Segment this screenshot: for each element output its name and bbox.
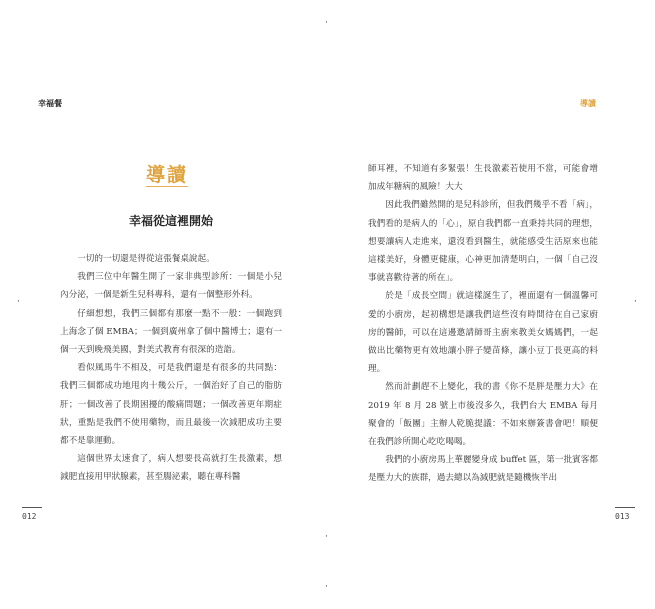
paragraph: 這個世界太速食了，病人想要長高就打生長激素，想減肥直接用甲狀腺素，甚至腸泌素，聽在專科醫 [60, 454, 282, 483]
paragraph: 於是「成長空間」就這樣誕生了，裡面還有一個溫馨可愛的小廚房，起初構想是讓我們這些沒有時間待在自己家廚房的醫師，可以在這邊邀請師哥主廚來教美女媽媽們，一起做出比藥物更有效地讓小胖子變苗條，讓小豆丁長更高的料理。 [368, 291, 598, 375]
crop-mark-center: · [325, 532, 328, 542]
crop-mark-top: · [325, 18, 328, 28]
left-page-number: 012 [22, 510, 36, 521]
left-running-head: 幸福餐 [38, 99, 62, 108]
paragraph: 我們三位中年醫生開了一家非典型診所：一個是小兒內分泌，一個是新生兒科專科，還有一個整形外科。 [60, 272, 282, 301]
paragraph: 我們的小廚房馬上華麗變身成 buffet 區，第一批賓客都是壓力大的族群，過去總以為減肥就是隨機恢半出 [368, 455, 598, 484]
right-body-text [368, 160, 598, 488]
chapter-title-underline [146, 186, 188, 187]
paragraph: 因此我們雖然開的是兒科診所，但我們幾乎不看「病」，我們看的是病人的「心」，原自我們都一直秉持共同的理想，想要讓病人走進來，還沒看到醫生，就能感受生活原來也能這樣美好，身體更健康，心神更加清楚明白，一個「自己沒事就喜歡待著的所在」。 [368, 200, 598, 284]
right-running-head: 導讀 [580, 99, 596, 108]
paragraph: 師耳裡，不知道有多緊張！生長激素若使用不當，可能會增加成年糖病的風險！大大 [368, 164, 598, 193]
section-title: 幸福從這裡開始 [128, 214, 213, 228]
crop-mark-bottom: · [325, 582, 328, 592]
crop-mark-right: · [634, 297, 637, 307]
right-page-number: 013 [615, 510, 629, 521]
paragraph: 一切的一切還是得從這張餐桌說起。 [77, 254, 215, 264]
chapter-title: 導讀 [145, 164, 188, 186]
page-number-rule [22, 507, 42, 508]
left-body-text [60, 250, 282, 487]
page-number-rule [615, 507, 635, 508]
paragraph: 看似風馬牛不相及，可是我們還是有很多的共同點：我們三個都成功地甩肉十幾公斤，一個治好了自己的脂肪肝；一個改善了長期困擾的酸痛問題；一個改善更年期症狀，重點是我們不使用藥物，而且最後一次減肥成功主要都不是靠運動。 [60, 363, 282, 447]
paragraph: 仔細想想，我們三個都有那麼一點不一般：一個跑到上海念了個 EMBA；一個到廣州拿了個中醫博士；還有一個一天到晚飛美國，對美式教育有很深的造詣。 [60, 308, 282, 356]
paragraph: 然而計劃趕不上變化，我的書《你不是胖是壓力大》在 2019 年 8 月 28 號上市後沒多久，我們台大 EMBA 每月聚會的「飯團」主辦人乾脆提議：不如來辦簽書會吧！順便在我們診所開心吃吃喝喝。 [368, 382, 598, 448]
crop-mark-left: · [17, 297, 20, 307]
